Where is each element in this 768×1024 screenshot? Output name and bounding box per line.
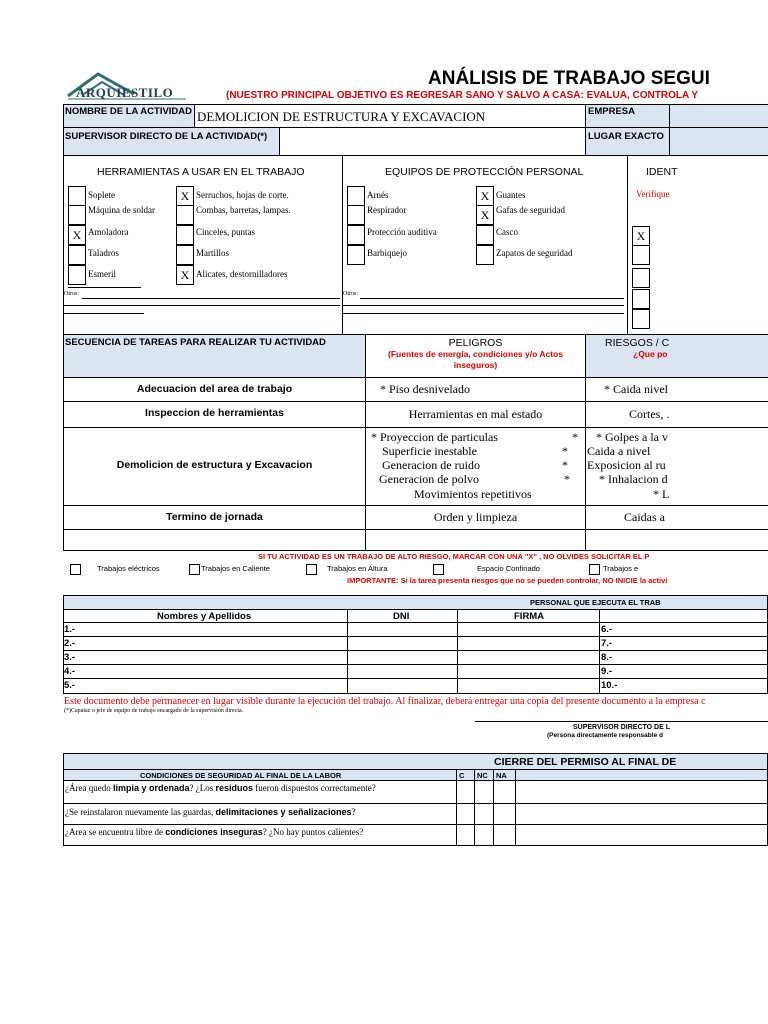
ppe-others-line-1[interactable]	[360, 298, 624, 299]
closing-col-na: NA	[496, 771, 507, 780]
activity-label: NOMBRE DE LA ACTIVIDAD	[65, 106, 193, 117]
personnel-row-9[interactable]: 9.-	[601, 666, 613, 677]
task-row-1-hazard[interactable]	[366, 378, 586, 402]
hazards-subheader: (Fuentes de energía, condiciones y/o Actos inseguros)	[388, 349, 563, 370]
ident-checkbox-4[interactable]	[632, 289, 650, 309]
document-title: ANÁLISIS DE TRABAJO SEGUI	[428, 68, 710, 89]
closing-col-divider-c	[456, 770, 457, 846]
personnel-col-names: Nombres y Apellidos	[157, 611, 252, 622]
task-3-hazard-5: Movimientos repetitivos	[414, 487, 532, 501]
supervisor-signature-line[interactable]	[475, 721, 768, 722]
tool-checkbox-amoladora[interactable]: X	[68, 225, 86, 245]
task-3-risk-1: * Golpes a la v	[596, 430, 668, 444]
ident-title: IDENT	[646, 166, 678, 178]
tool-label-combas: Combas, barretas, lampas.	[196, 205, 291, 215]
closing-col-divider-nc	[474, 770, 475, 846]
risks-subheader: ¿Que po	[633, 349, 668, 359]
tasks-header-col2	[366, 334, 586, 378]
tool-checkbox-serruchos[interactable]: X	[176, 186, 194, 206]
task-row-5-task[interactable]	[63, 530, 366, 551]
location-value-cell[interactable]	[670, 128, 768, 156]
company-value-cell[interactable]	[670, 104, 768, 128]
task-row-3-task[interactable]	[63, 428, 366, 506]
closing-question-3: ¿Area se encuentra libre de condiciones inseguras? ¿No hay puntos calientes?	[65, 827, 364, 837]
tool-label-cinceles: Cinceles, puntas	[196, 227, 255, 237]
personnel-row-3[interactable]: 3.-	[64, 652, 76, 663]
task-3-risk-2: Caida a nivel	[587, 444, 651, 458]
ppe-label-guantes: Guantes	[496, 190, 526, 200]
closing-row-line-2	[63, 824, 768, 825]
task-3-hazard-2-star: *	[562, 444, 568, 458]
task-row-2-risk[interactable]	[586, 402, 768, 428]
hazards-header: PELIGROS	[448, 337, 503, 349]
personnel-body	[63, 623, 768, 694]
tool-checkbox-alicates[interactable]: X	[176, 265, 194, 285]
task-row-2-task[interactable]	[63, 402, 366, 428]
personnel-col-divider-3	[599, 610, 600, 694]
personnel-row-2[interactable]: 2.-	[64, 638, 76, 649]
logo-text: ARQUIESTILO	[76, 85, 174, 100]
personnel-row-6[interactable]: 6.-	[601, 624, 613, 635]
tools-others-label: Otros:	[64, 291, 79, 297]
personnel-title: PERSONAL QUE EJECUTA EL TRAB	[530, 598, 661, 607]
supervisor-signature-sublabel: (Persona directamente responsable d	[547, 732, 663, 739]
tools-section	[63, 156, 342, 334]
high-risk-checkbox-hot[interactable]	[189, 564, 200, 575]
task-3-hazard-3-star: *	[562, 458, 568, 472]
task-4-hazard: Orden y limpieza	[433, 510, 518, 524]
ident-checkbox-3[interactable]	[632, 268, 650, 288]
ppe-checkbox-zapatos[interactable]	[476, 245, 494, 265]
closing-row-line-1	[63, 803, 768, 804]
task-3-risk-5: * L	[653, 487, 670, 501]
ppe-checkbox-arnes[interactable]	[347, 186, 365, 206]
task-row-4-task[interactable]	[63, 506, 366, 530]
tool-checkbox-soplete[interactable]	[68, 186, 86, 206]
tasks-header-col1	[63, 334, 366, 378]
ppe-label-casco: Casco	[496, 227, 518, 237]
task-4-risk: Caidas a	[624, 510, 665, 524]
task-row-3-hazard[interactable]	[366, 428, 586, 506]
tools-others-line-1[interactable]	[82, 298, 340, 299]
high-risk-checkbox-other[interactable]	[589, 564, 600, 575]
high-risk-label-confined: Espacio Confinado	[477, 564, 540, 573]
tool-label-soldar: Máquina de soldar	[88, 205, 155, 215]
ppe-checkbox-gafas[interactable]: X	[476, 205, 494, 225]
ppe-others-label: Otros:	[343, 291, 358, 297]
personnel-row-10[interactable]: 10.-	[601, 680, 618, 691]
task-3-hazard-4: Generacion de polvo	[379, 472, 479, 486]
activity-value-cell[interactable]	[195, 104, 586, 128]
high-risk-label-other: Trabajos e	[603, 564, 639, 573]
task-3-hazard-1: * Proyeccion de particulas	[371, 430, 498, 444]
company-label: EMPRESA	[588, 106, 635, 117]
tool-label-alicates: Alicates, destornilladores	[196, 269, 288, 279]
closing-title-cell	[63, 753, 768, 770]
document-subtitle: (NUESTRO PRINCIPAL OBJETIVO ES REGRESAR SANO Y SALVO A CASA: EVALÚA, CONTROLA Y	[226, 90, 699, 101]
task-3-hazard-3: Generacion de ruido	[382, 458, 480, 472]
tool-checkbox-esmeril[interactable]	[68, 265, 86, 285]
closing-question-2: ¿Se reinstalaron nuevamente las guardas, delimitaciones y señalizaciones?	[65, 807, 356, 817]
personnel-row-1[interactable]: 1.-	[64, 624, 76, 635]
tasks-header-col3	[586, 334, 768, 378]
personnel-col-dni: DNI	[393, 611, 410, 622]
task-row-4-risk[interactable]	[586, 506, 768, 530]
high-risk-checkbox-electric[interactable]	[70, 564, 81, 575]
tools-others-line-3[interactable]	[64, 313, 144, 314]
location-label-cell	[586, 128, 670, 156]
task-1-risk: * Caida nivel	[604, 382, 668, 396]
tool-checkbox-combas[interactable]	[176, 205, 194, 225]
task-3-hazard-4-star: *	[564, 472, 570, 486]
high-risk-checkbox-confined[interactable]	[433, 564, 444, 575]
ppe-checkbox-barbiquejo[interactable]	[347, 245, 365, 265]
activity-value: DEMOLICION DE ESTRUCTURA Y EXCAVACION	[197, 109, 486, 124]
tools-others-line-2[interactable]	[64, 305, 340, 306]
personnel-row-7[interactable]: 7.-	[601, 638, 613, 649]
location-label: LUGAR EXACTO	[588, 131, 664, 142]
activity-label-cell	[63, 104, 195, 128]
ppe-others-line-2[interactable]	[343, 305, 624, 306]
high-risk-label-height: Trabajos en Altura	[327, 564, 388, 573]
task-2-risk: Cortes, .	[629, 407, 670, 421]
task-row-5-hazard[interactable]	[366, 530, 586, 551]
personnel-row-4[interactable]: 4.-	[64, 666, 76, 677]
closing-col-divider-na	[493, 770, 494, 846]
ppe-label-gafas: Gafas de seguridad	[496, 205, 565, 215]
closing-col-header: CONDICIONES DE SEGURIDAD AL FINAL DE LA LABOR	[140, 771, 342, 780]
tool-checkbox-martillos[interactable]	[176, 245, 194, 265]
high-risk-notice: SI TU ACTIVIDAD ES UN TRABAJO DE ALTO RIESGO, MARCAR CON UNA "X" , NO OLVIDES SOLICITAR EL P	[258, 552, 650, 561]
ppe-checkbox-casco[interactable]	[476, 225, 494, 245]
closing-col-c: C	[459, 771, 465, 780]
ppe-checkbox-guantes[interactable]: X	[476, 186, 494, 206]
tools-divider	[68, 287, 141, 288]
tool-label-soplete: Soplete	[88, 190, 115, 200]
tool-label-taladros: Taladros	[88, 248, 119, 258]
task-2-text: Inspeccion de herramientas	[145, 407, 284, 419]
personnel-title-cell	[63, 595, 768, 610]
ppe-label-arnes: Arnés	[367, 190, 389, 200]
ident-checkbox-1[interactable]: X	[632, 226, 650, 246]
ppe-checkbox-respirador[interactable]	[347, 205, 365, 225]
task-row-1-risk[interactable]	[586, 378, 768, 402]
task-3-risk-4: * Inhalacion d	[599, 472, 668, 486]
task-row-5-risk[interactable]	[586, 530, 768, 551]
personnel-row-5[interactable]: 5.-	[64, 680, 76, 691]
closing-question-1: ¿Área quedo limpia y ordenada? ¿Los residuos fueron dispuestos correctamente?	[65, 783, 376, 793]
ppe-label-zapatos: Zapatos de seguridad	[496, 248, 573, 258]
personnel-row-line-2	[63, 650, 768, 651]
tool-checkbox-taladros[interactable]	[68, 245, 86, 265]
company-logo	[64, 68, 190, 102]
tasks-header-col1-text: SECUENCIA DE TAREAS PARA REALIZAR TU ACTIVIDAD	[65, 337, 326, 348]
personnel-row-line-4	[63, 678, 768, 679]
tool-label-amoladora: Amoladora	[88, 227, 129, 237]
high-risk-important: IMPORTANTE: Si la tarea presenta riesgos que no se pueden controlar, NO INICIE la activi	[347, 576, 668, 585]
tool-label-serruchos: Serruchos, hojas de corte.	[196, 190, 289, 200]
task-1-text: Adecuacion del area de trabajo	[136, 383, 293, 395]
task-3-hazard-2: Superficie inestable	[382, 444, 477, 458]
risks-header: RIESGOS / C	[605, 337, 670, 349]
ppe-label-barbiquejo: Barbiquejo	[367, 248, 407, 258]
high-risk-checkbox-height[interactable]	[306, 564, 317, 575]
personnel-col-divider-2	[457, 610, 458, 694]
ppe-label-auditiva: Protección auditiva	[367, 227, 437, 237]
ppe-title: EQUIPOS DE PROTECCIÓN PERSONAL	[385, 166, 584, 178]
tool-checkbox-soldar[interactable]	[68, 205, 86, 225]
closing-col-divider-obs	[515, 770, 516, 846]
ident-checkbox-5[interactable]	[632, 309, 650, 329]
document-note: Este documento debe permanecer en lugar visible durante la ejecución del trabajo. Al finalizar, deberá entregar una copia del presente documento a la empresa c	[64, 696, 706, 707]
task-row-2-hazard[interactable]	[366, 402, 586, 428]
supervisor-value-cell[interactable]	[280, 128, 586, 156]
closing-col-nc: NC	[477, 771, 488, 780]
personnel-row-8[interactable]: 8.-	[601, 652, 613, 663]
personnel-row-line-1	[63, 636, 768, 637]
ident-checkbox-2[interactable]	[632, 245, 650, 265]
task-row-4-hazard[interactable]	[366, 506, 586, 530]
task-row-1-task[interactable]	[63, 378, 366, 402]
high-risk-label-electric: Trabajos eléctricos	[97, 564, 160, 573]
task-2-hazard: Herramientas en mal estado	[408, 407, 543, 421]
personnel-row-line-3	[63, 664, 768, 665]
tool-checkbox-cinceles[interactable]	[176, 225, 194, 245]
tools-title: HERRAMIENTAS A USAR EN EL TRABAJO	[97, 166, 305, 178]
supervisor-label: SUPERVISOR DIRECTO DE LA ACTIVIDAD(*)	[65, 131, 268, 142]
tool-label-esmeril: Esmeril	[88, 269, 116, 279]
supervisor-label-cell	[63, 128, 280, 156]
ppe-checkbox-auditiva[interactable]	[347, 225, 365, 245]
task-1-hazard: * Piso desnivelado	[380, 382, 470, 396]
ident-verify-text: Verifique	[636, 189, 670, 199]
task-4-text: Termino de jornada	[166, 511, 263, 523]
ppe-others-line-3[interactable]	[343, 313, 624, 314]
personnel-col-divider-1	[347, 610, 348, 694]
task-3-risk-3: Exposicion al ru	[587, 458, 666, 472]
closing-title: CIERRE DEL PERMISO AL FINAL DE	[494, 756, 677, 768]
task-row-3-risk[interactable]	[586, 428, 768, 506]
personnel-col-sign: FIRMA	[514, 611, 545, 622]
supervisor-signature-label: SUPERVISOR DIRECTO DE L	[573, 724, 670, 731]
tool-label-martillos: Martillos	[196, 248, 229, 258]
task-3-text: Demolicion de estructura y Excavacion	[116, 459, 313, 471]
footnote: (*)Capataz o jefe de equipo de trabajo encargado de la supervisión directa.	[64, 708, 244, 714]
company-label-cell	[586, 104, 670, 128]
task-3-hazard-1-star: *	[572, 430, 578, 444]
high-risk-label-hot: Trabajos en Caliente	[201, 564, 270, 573]
ppe-label-respirador: Respirador	[367, 205, 407, 215]
